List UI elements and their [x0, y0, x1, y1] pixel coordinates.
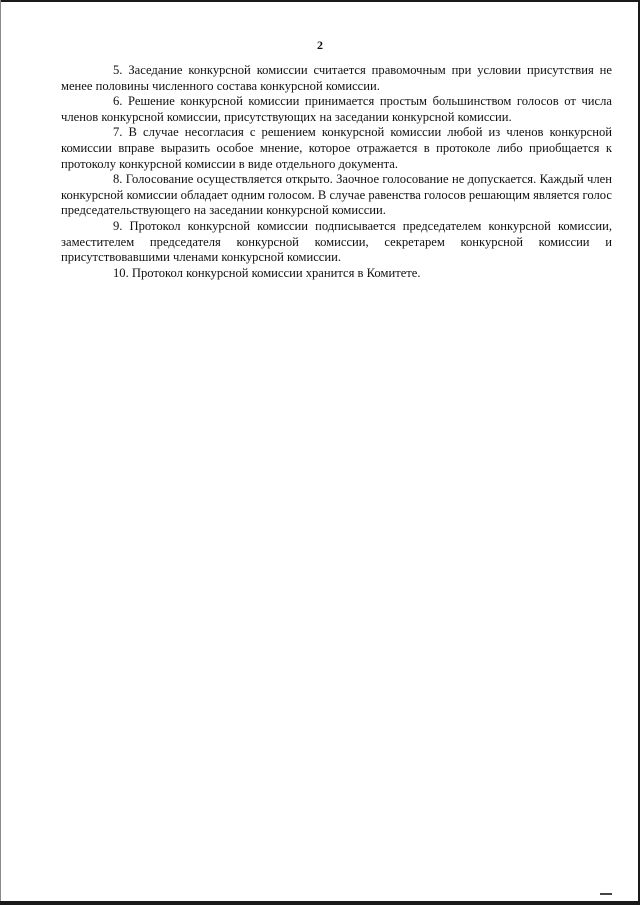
paragraph-10: 10. Протокол конкурсной комиссии хранится в Комитете.: [113, 265, 421, 280]
paragraph-6: 6. Решение конкурсной комиссии принимается простым большинством голосов от числа членов конкурсной комиссии, присутствующих на заседании конкурсной комиссии.: [61, 94, 612, 124]
paragraph-8: 8. Голосование осуществляется открыто. Заочное голосование не допускается. Каждый член конкурсной комиссии обладает одним голосом. В случае равенства голосов решающим является голос председательствующего на заседании конкурсной комиссии.: [61, 172, 612, 218]
scan-edge-left: [0, 0, 1, 905]
paragraph-5: 5. Заседание конкурсной комиссии считается правомочным при условии присутствия не менее половины численного состава конкурсной комиссии.: [61, 63, 612, 93]
scan-mark: [600, 893, 612, 895]
paragraph-9: 9. Протокол конкурсной комиссии подписывается председателем конкурсной комиссии, заместителем председателя конкурсной комиссии, секретарем конкурсной комиссии и присутствовавшими членами конкурсной комиссии.: [61, 218, 612, 265]
paragraph-7: 7. В случае несогласия с решением конкурсной комиссии любой из членов конкурсной комиссии вправе выразить особое мнение, которое отражается в протоколе либо приобщается к протоколу конкурсной комиссии в виде отдельного документа.: [61, 125, 612, 171]
page-number: 2: [317, 38, 323, 52]
scan-edge-bottom: [0, 901, 640, 905]
scan-edge-top: [0, 0, 640, 2]
document-body: [61, 63, 612, 281]
